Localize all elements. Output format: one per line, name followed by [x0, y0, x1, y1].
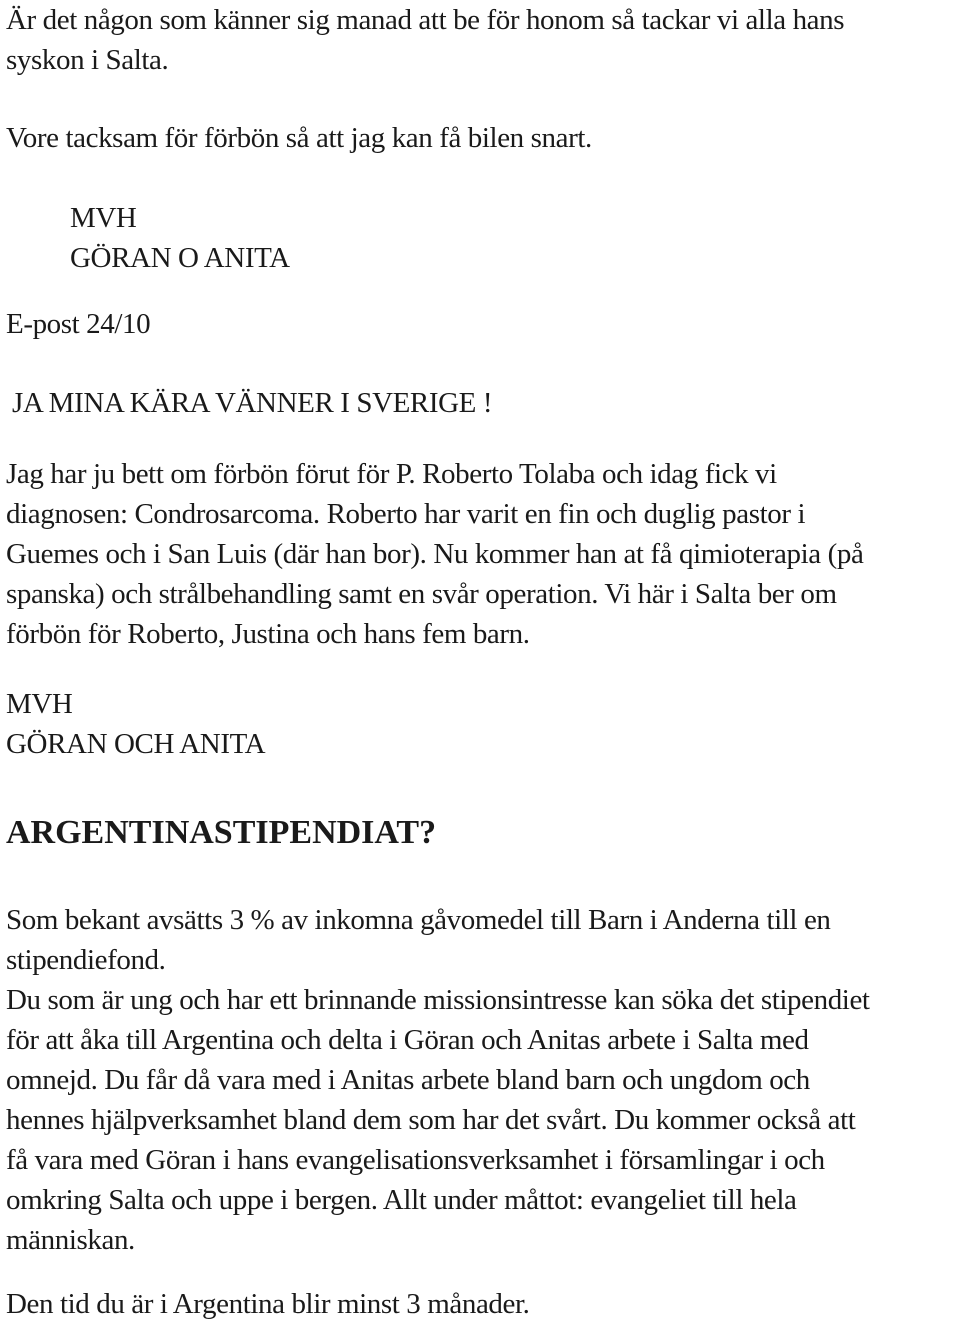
text-line: Guemes och i San Luis (där han bor). Nu kommer han at få qimioterapia (på — [6, 538, 864, 570]
stay-duration: Den tid du är i Argentina blir minst 3 månader. — [6, 1288, 530, 1320]
signature-names: GÖRAN O ANITA — [70, 242, 290, 274]
text-line: omkring Salta och uppe i bergen. Allt under måttot: evangeliet till hela — [6, 1184, 797, 1216]
signature-block-1 — [70, 198, 956, 278]
roberto-paragraph — [6, 454, 956, 654]
text-line: Är det någon som känner sig manad att be för honom så tackar vi alla hans — [6, 4, 845, 36]
text-line: Jag har ju bett om förbön förut för P. Roberto Tolaba och idag fick vi — [6, 458, 777, 490]
salutation: JA MINA KÄRA VÄNNER I SVERIGE ! — [12, 387, 493, 419]
signature-names: GÖRAN OCH ANITA — [6, 728, 266, 760]
signature-greeting: MVH — [70, 202, 137, 234]
text-line: omnejd. Du får då vara med i Anitas arbete bland barn och ungdom och — [6, 1064, 810, 1096]
text-line: Du som är ung och har ett brinnande missionsintresse kan söka det stipendiet — [6, 984, 870, 1016]
text-line: stipendiefond. — [6, 944, 166, 976]
text-line: diagnosen: Condrosarcoma. Roberto har varit en fin och duglig pastor i — [6, 498, 806, 530]
signature-block-2 — [6, 684, 956, 764]
email-date: E-post 24/10 — [6, 308, 151, 340]
section-heading: ARGENTINASTIPENDIAT? — [6, 814, 437, 851]
text-line: människan. — [6, 1224, 135, 1256]
text-line: syskon i Salta. — [6, 44, 169, 76]
text-line: hennes hjälpverksamhet bland dem som har det svårt. Du kommer också att — [6, 1104, 856, 1136]
stipend-paragraph-1 — [6, 900, 956, 980]
signature-greeting: MVH — [6, 688, 73, 720]
stipend-paragraph-2 — [6, 980, 956, 1260]
text-line: få vara med Göran i hans evangelisationsverksamhet i församlingar i och — [6, 1144, 825, 1176]
text-line: förbön för Roberto, Justina och hans fem barn. — [6, 618, 530, 650]
intro-paragraph — [6, 0, 956, 80]
text-line: Som bekant avsätts 3 % av inkomna gåvomedel till Barn i Anderna till en — [6, 904, 831, 936]
text-line: för att åka till Argentina och delta i Göran och Anitas arbete i Salta med — [6, 1024, 809, 1056]
car-prayer-request: Vore tacksam för förbön så att jag kan få bilen snart. — [6, 122, 592, 154]
text-line: spanska) och strålbehandling samt en svår operation. Vi här i Salta ber om — [6, 578, 837, 610]
